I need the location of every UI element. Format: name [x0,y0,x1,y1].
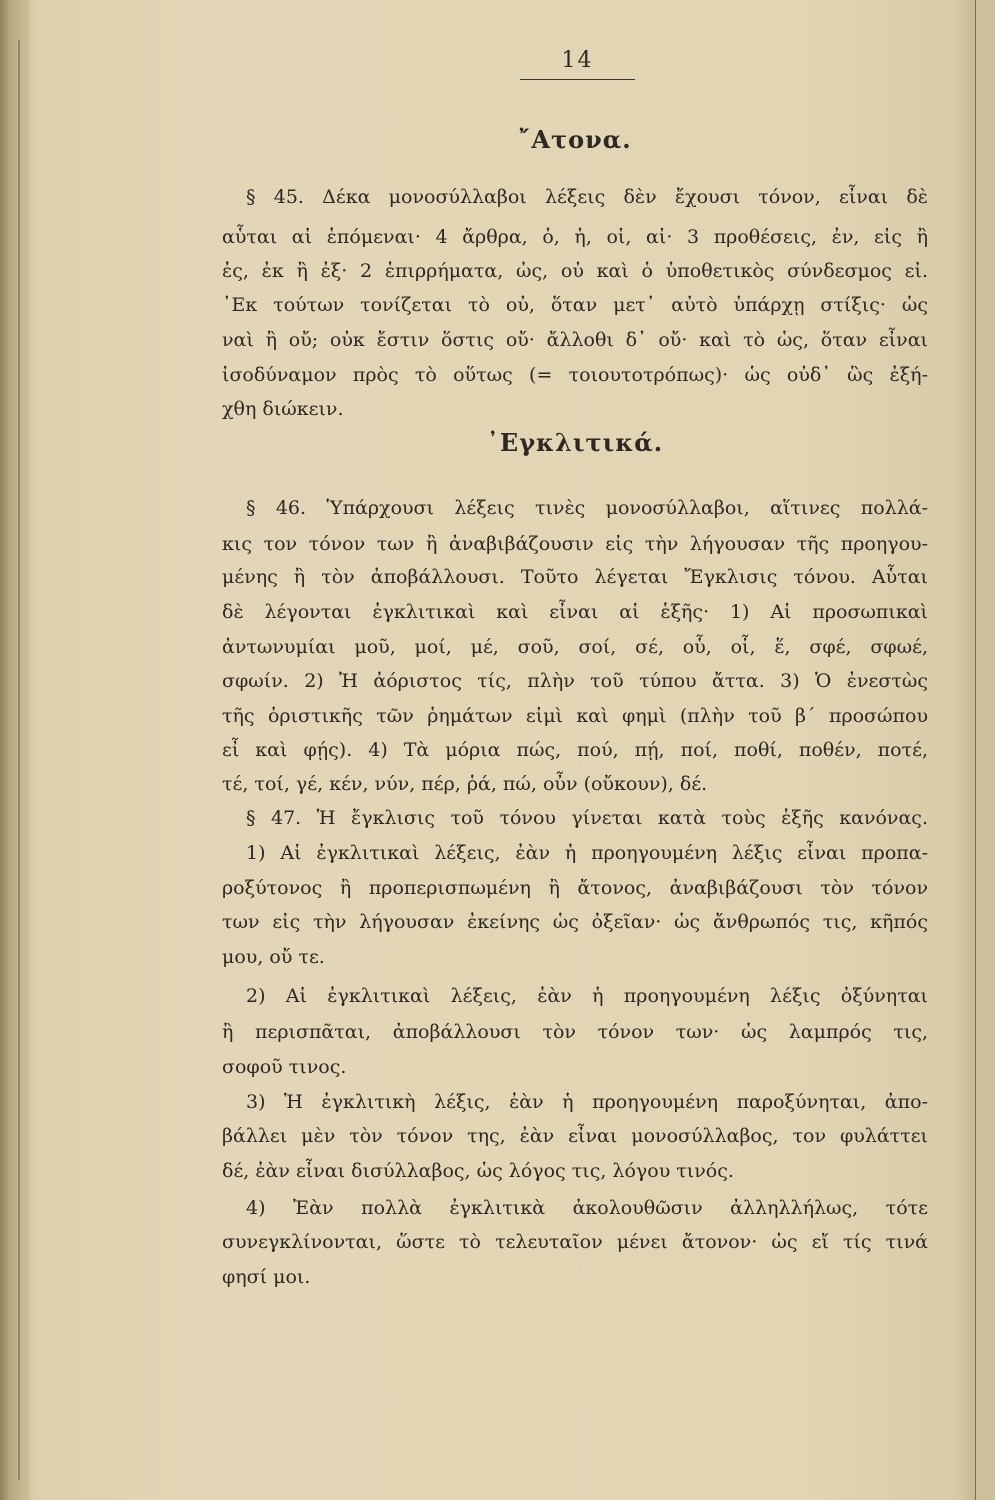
page-number: 14 [520,48,635,80]
text-line: των εἰς τὴν λήγουσαν ἐκείνης ὡς ὀξεῖαν· ὡς ἄνθρωπός τις, κῆπός [222,911,928,933]
text-line: τῆς ὁριστικῆς τῶν ῥημάτων εἰμὶ καὶ φημὶ (πλὴν τοῦ β΄ προσώπου [222,705,928,727]
section-heading-atona: ῎Ατονα. [518,125,632,154]
text-line: μένης ἢ τὸν ἀποβάλλουσι. Τοῦτο λέγεται Ἔγκλισις τόνου. Αὗται [222,566,928,588]
text-line: δέ, ἐὰν εἶναι δισύλλαβος, ὡς λόγος τις, λόγου τινός. [222,1160,734,1182]
text-line: ἐς, ἐκ ἢ ἐξ· 2 ἐπιρρήματα, ὡς, οὐ καὶ ὁ ὑποθετικὸς σύνδεσμος εἰ. [222,260,928,282]
text-line: 2) Αἱ ἐγκλιτικαὶ λέξεις, ἐὰν ἡ προηγουμένη λέξις ὀξύνηται [246,985,928,1007]
text-line: ἢ περισπᾶται, ἀποβάλλουσι τὸν τόνον των· ὡς λαμπρός τις, [222,1021,928,1043]
text-line: συνεγκλίνονται, ὥστε τὸ τελευταῖον μένει ἄτονον· ὡς εἴ τίς τινά [222,1231,928,1253]
text-line: ᾿Εκ τούτων τονίζεται τὸ οὐ, ὅταν μετ᾿ αὐτὸ ὑπάρχῃ στίξις· ὡς [222,294,928,316]
text-line: σφωίν. 2) Ἡ ἀόριστος τίς, πλὴν τοῦ τύπου ἄττα. 3) Ὁ ἐνεστὼς [222,670,928,692]
text-line: § 45. Δέκα μονοσύλλαβοι λέξεις δὲν ἔχουσι τόνον, εἶναι δὲ [246,186,928,208]
text-line: ροξύτονος ἢ προπερισπωμένη ἢ ἄτονος, ἀναβιβάζουσι τὸν τόνον [222,877,928,899]
text-line: ἰσοδύναμον πρὸς τὸ οὕτως (= τοιουτοτρόπως)· ὡς οὐδ᾿ ὣς ἐξή- [222,364,928,386]
text-line: 1) Αἱ ἐγκλιτικαὶ λέξεις, ἐὰν ἡ προηγουμένη λέξις εἶναι προπα- [246,842,928,864]
text-line: μου, οὔ τε. [222,946,325,968]
text-line: ἀντωνυμίαι μοῦ, μοί, μέ, σοῦ, σοί, σέ, οὗ, οἷ, ἕ, σφέ, σφωέ, [222,636,928,658]
text-line: σοφοῦ τινος. [222,1056,347,1078]
text-line: βάλλει μὲν τὸν τόνον της, ἐὰν εἶναι μονοσύλλαβος, τον φυλάττει [222,1125,928,1147]
text-line: χθη διώκειν. [222,398,344,420]
text-line: δὲ λέγονται ἐγκλιτικαὶ καὶ εἶναι αἱ ἑξῆς· 1) Αἱ προσωπικαὶ [222,601,928,623]
page-edge [18,40,20,1480]
text-line: 3) Ἡ ἐγκλιτικὴ λέξις, ἐὰν ἡ προηγουμένη παροξύνηται, ἀπο- [246,1091,928,1113]
text-line: § 46. Ὑπάρχουσι λέξεις τινὲς μονοσύλλαβοι, αἵτινες πολλά- [246,497,928,519]
text-line: § 47. Ἡ ἔγκλισις τοῦ τόνου γίνεται κατὰ τοὺς ἑξῆς κανόνας. [246,807,928,829]
text-line: κις τον τόνον των ἢ ἀναβιβάζουσιν εἰς τὴν λήγουσαν τῆς προηγου- [222,533,928,555]
text-line: τέ, τοί, γέ, κέν, νύν, πέρ, ῥά, πώ, οὖν (οὔκουν), δέ. [222,773,708,795]
text-line: αὗται αἱ ἑπόμεναι· 4 ἄρθρα, ὁ, ἡ, οἱ, αἱ· 3 προθέσεις, ἐν, εἰς ἢ [222,226,928,248]
book-spine [0,0,30,1500]
text-line: εἶ καὶ φῄς). 4) Τὰ μόρια πώς, πού, πῄ, ποί, ποθί, ποθέν, ποτέ, [222,739,928,761]
text-line: φησί μοι. [222,1266,311,1288]
text-line: 4) Ἐὰν πολλὰ ἐγκλιτικὰ ἀκολουθῶσιν ἀλληλλήλως, τότε [246,1197,928,1219]
text-line: ναὶ ἢ οὔ; οὐκ ἔστιν ὅστις οὔ· ἄλλοθι δ᾿ οὔ· καὶ τὸ ὡς, ὅταν εἶναι [222,329,928,351]
adjacent-page-edge [975,0,995,1500]
section-heading-egklitika: ᾿Εγκλιτικά. [486,428,664,457]
